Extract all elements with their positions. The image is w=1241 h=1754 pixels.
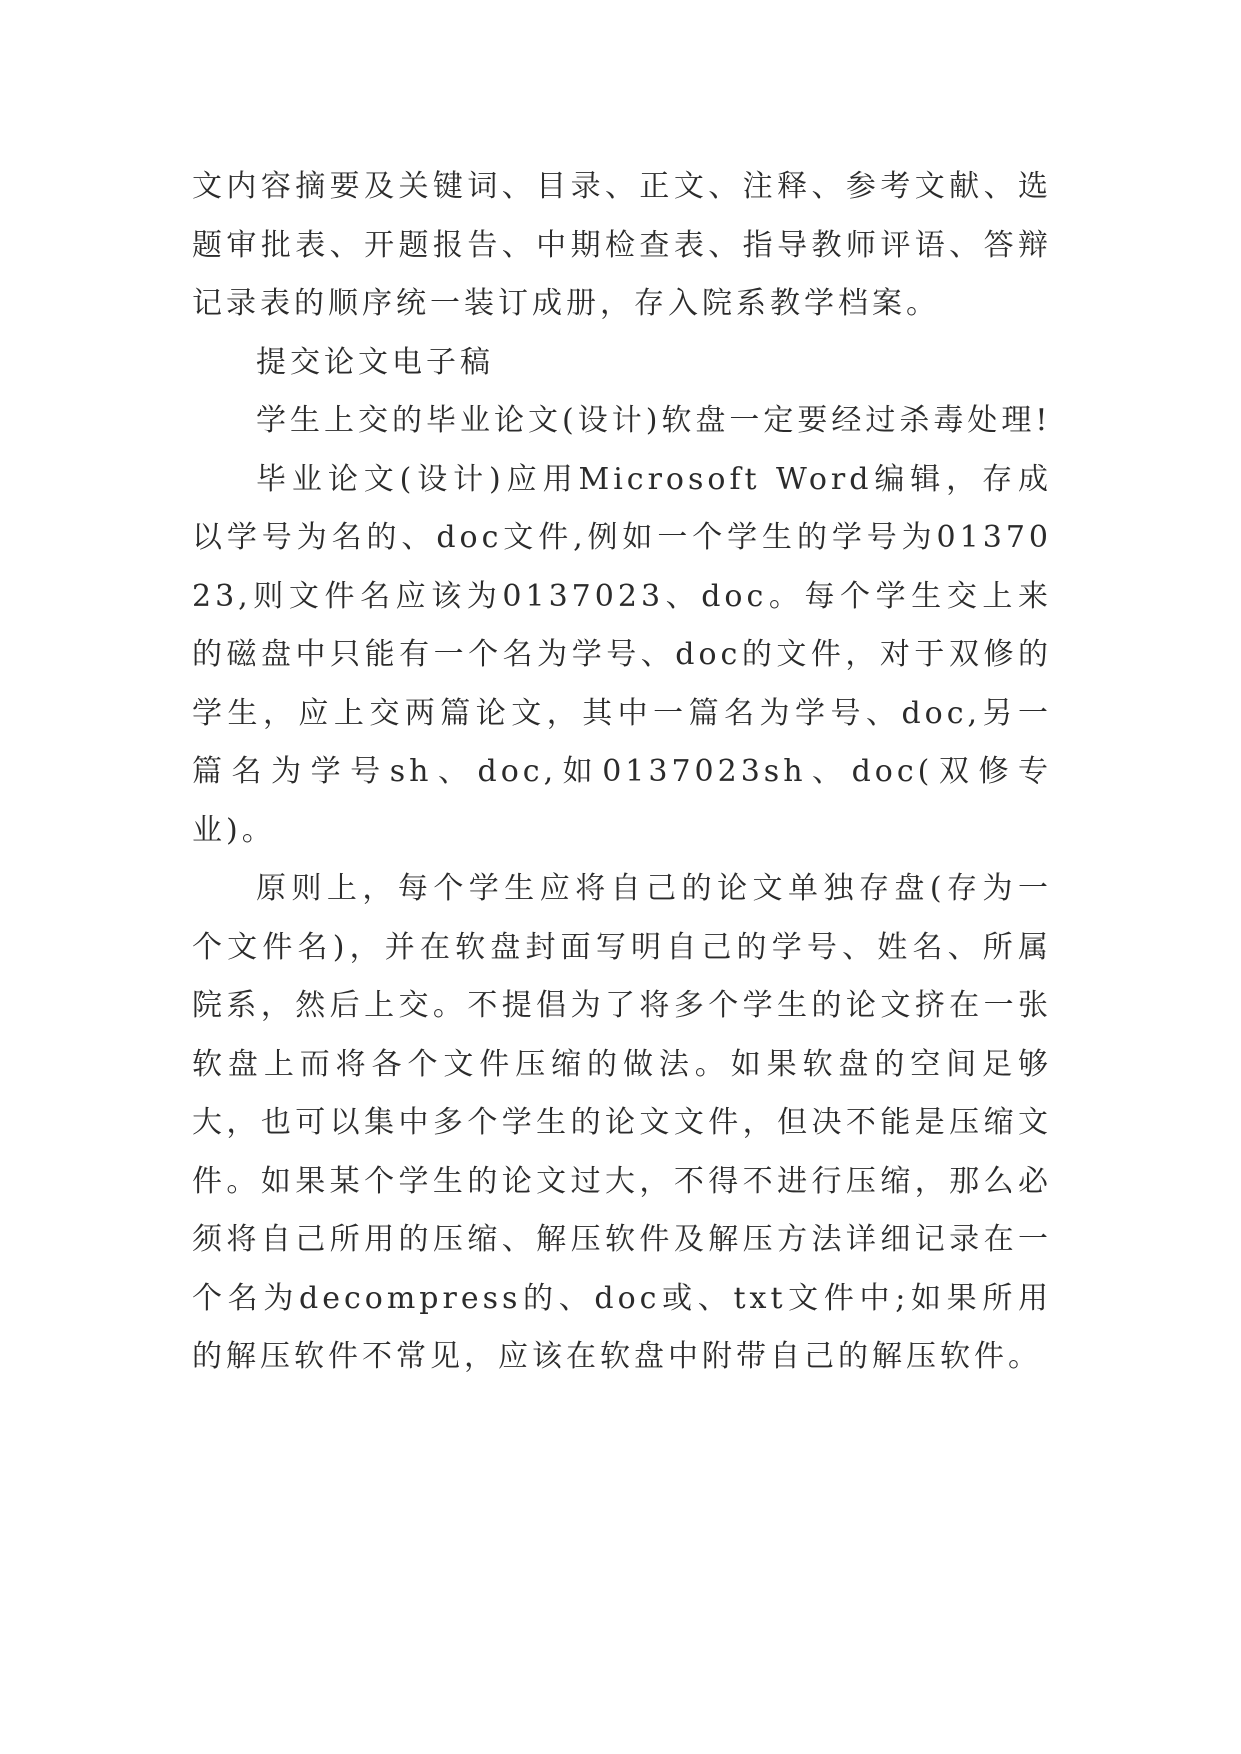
paragraph-antivirus-notice: 学生上交的毕业论文(设计)软盘一定要经过杀毒处理! <box>256 403 1052 438</box>
paragraph-file-naming: 毕业论文(设计)应用Microsoft Word编辑，存成以学号为名的、doc文件,例如一个学生的学号为0137023,则文件名应该为0137023、doc。每个学生交上来的磁盘中只能有一个名为学号、doc的文件，对于双修的学生，应上交两篇论文，其中一篇名为学号、doc,另一篇名为学号sh、doc,如0137023sh、doc(双修专业)。 <box>192 461 1052 848</box>
paragraph-storage-rules: 原则上，每个学生应将自己的论文单独存盘(存为一个文件名)，并在软盘封面写明自己的学号、姓名、所属院系，然后上交。不提倡为了将多个学生的论文挤在一张软盘上而将各个文件压缩的做法。如果软盘的空间足够大，也可以集中多个学生的论文文件，但决不能是压缩文件。如果某个学生的论文过大，不得不进行压缩，那么必须将自己所用的压缩、解压软件及解压方法详细记录在一个名为decompress的、doc或、txt文件中;如果所用的解压软件不常见，应该在软盘中附带自己的解压软件。 <box>192 871 1052 1374</box>
paragraph-binding-order: 文内容摘要及关键词、目录、正文、注释、参考文献、选题审批表、开题报告、中期检查表、指导教师评语、答辩记录表的顺序统一装订成册，存入院系教学档案。 <box>192 169 1052 321</box>
paragraph-submit-heading: 提交论文电子稿 <box>256 344 494 380</box>
document-body <box>192 158 1052 1387</box>
